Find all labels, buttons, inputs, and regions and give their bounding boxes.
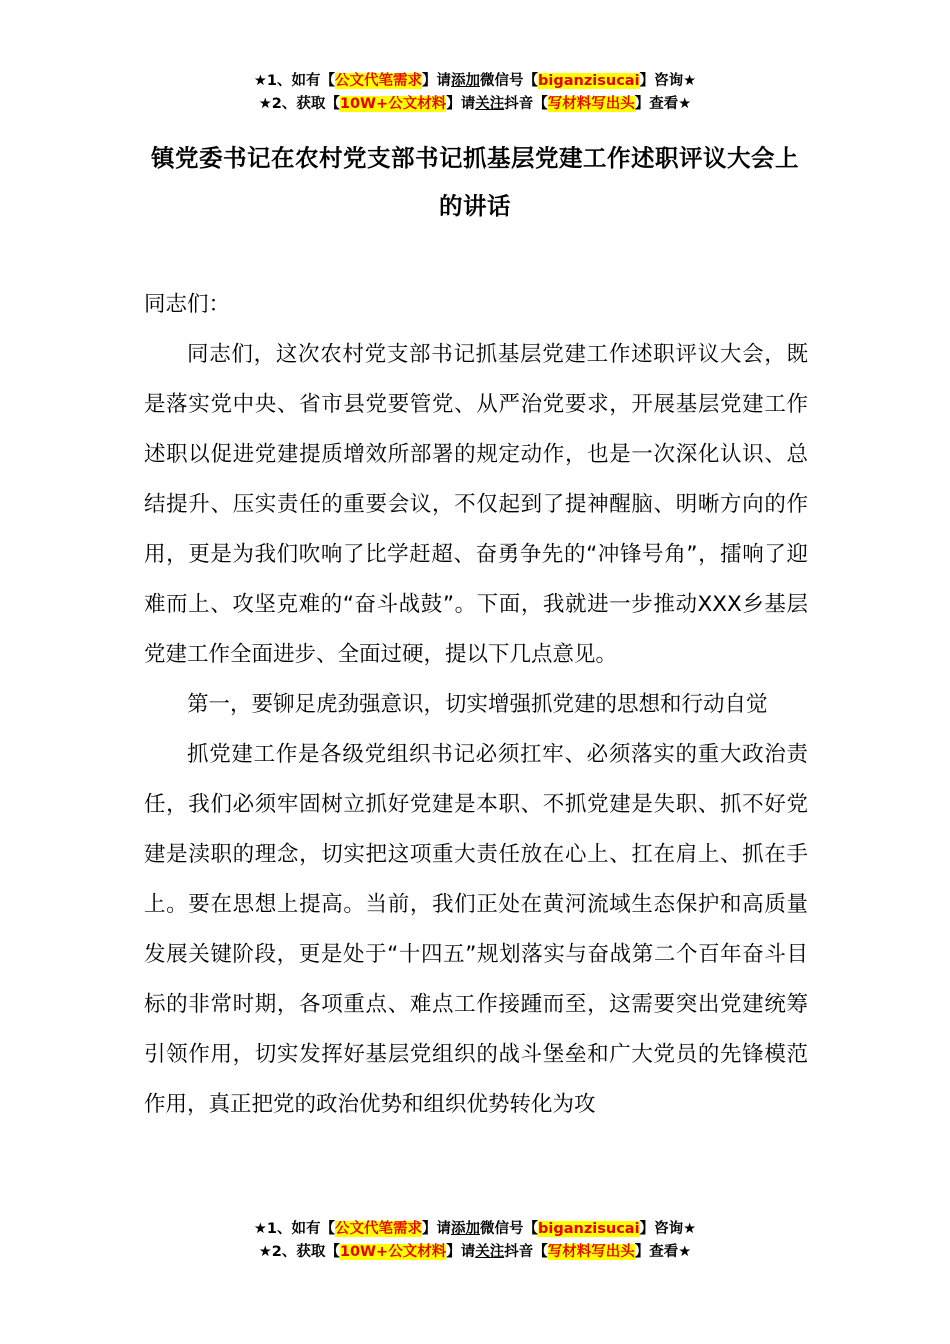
promo-text: 】咨询★ [639,73,697,89]
promo-line-2 [0,1241,950,1264]
body-paragraph: 抓党建工作是各级党组织书记必须扛牢、必须落实的重大政治责任，我们必须牢固树立抓好党建是本职、不抓党建是失职、抓不好党建是渎职的理念，切实把这项重大责任放在心上、扛在肩上、抓在手上。要在思想上提高。当前，我们正处在黄河流域生态保护和高质量发展关键阶段，更是处于“十四五”规划落实与奋战第二个百年奋斗目标的非常时期，各项重点、难点工作接踵而至，这需要突出党建统筹引领作用，切实发挥好基层党组织的战斗堡垒和广大党员的先锋模范作用，真正把党的政治优势和组织优势转化为攻 [144,742,808,1117]
promo-text: 抖音【 [504,96,548,112]
section-heading: 第一，要铆足虎劲强意识，切实增强抓党建的思想和行动自觉 [187,692,768,717]
promo-highlight: 写材料写出头 [547,96,635,112]
promo-highlight: 公文代笔需求 [335,73,423,89]
promo-text: 】请 [446,1244,476,1260]
promo-highlight: 写材料写出头 [547,1244,635,1260]
promo-line-2 [0,93,950,116]
promo-text: 】请 [422,73,452,89]
promo-banner-bottom [0,1218,950,1264]
promo-highlight: 10W+公文材料 [339,1244,447,1260]
promo-underline: 添加 [451,73,481,89]
promo-text: 】查看★ [634,1244,692,1260]
document-title: 镇党委书记在农村党支部书记抓基层党建工作述职评议大会上的讲话 [151,144,799,220]
promo-line-1 [0,1218,950,1241]
promo-highlight: biganzisucai [538,1221,640,1237]
body-paragraph: 同志们，这次农村党支部书记抓基层党建工作述职评议大会，既是落实党中央、省市县党要管党、从严治党要求，开展基层党建工作述职以促进党建提质增效所部署的规定动作，也是一次深化认识、总结提升、压实责任的重要会议，不仅起到了提神醒脑、明晰方向的作用，更是为我们吹响了比学赶超、奋勇争先的“冲锋号角”，擂响了迎难而上、攻坚克难的“奋斗战鼓”。下面，我就进一步推动XXX乡基层党建工作全面进步、全面过硬，提以下几点意见。 [144,342,808,667]
promo-text: ★2、获取【 [258,1244,340,1260]
promo-text: 】请 [446,96,476,112]
promo-highlight: 公文代笔需求 [335,1221,423,1237]
promo-text: ★1、如有【 [253,1221,336,1237]
promo-text: ★1、如有【 [253,73,336,89]
promo-underline: 添加 [451,1221,481,1237]
promo-underline: 关注 [475,96,505,112]
promo-banner-top [0,70,950,116]
salutation: 同志们： [144,292,231,317]
promo-text: 】查看★ [634,96,692,112]
promo-text: ★2、获取【 [258,96,340,112]
promo-text: 微信号【 [480,73,539,89]
promo-text: 微信号【 [480,1221,539,1237]
promo-highlight: 10W+公文材料 [339,96,447,112]
promo-text: 】咨询★ [639,1221,697,1237]
promo-text: 】请 [422,1221,452,1237]
promo-highlight: biganzisucai [538,73,640,89]
promo-underline: 关注 [475,1244,505,1260]
promo-line-1 [0,70,950,93]
promo-text: 抖音【 [504,1244,548,1260]
document-body [144,280,808,1130]
